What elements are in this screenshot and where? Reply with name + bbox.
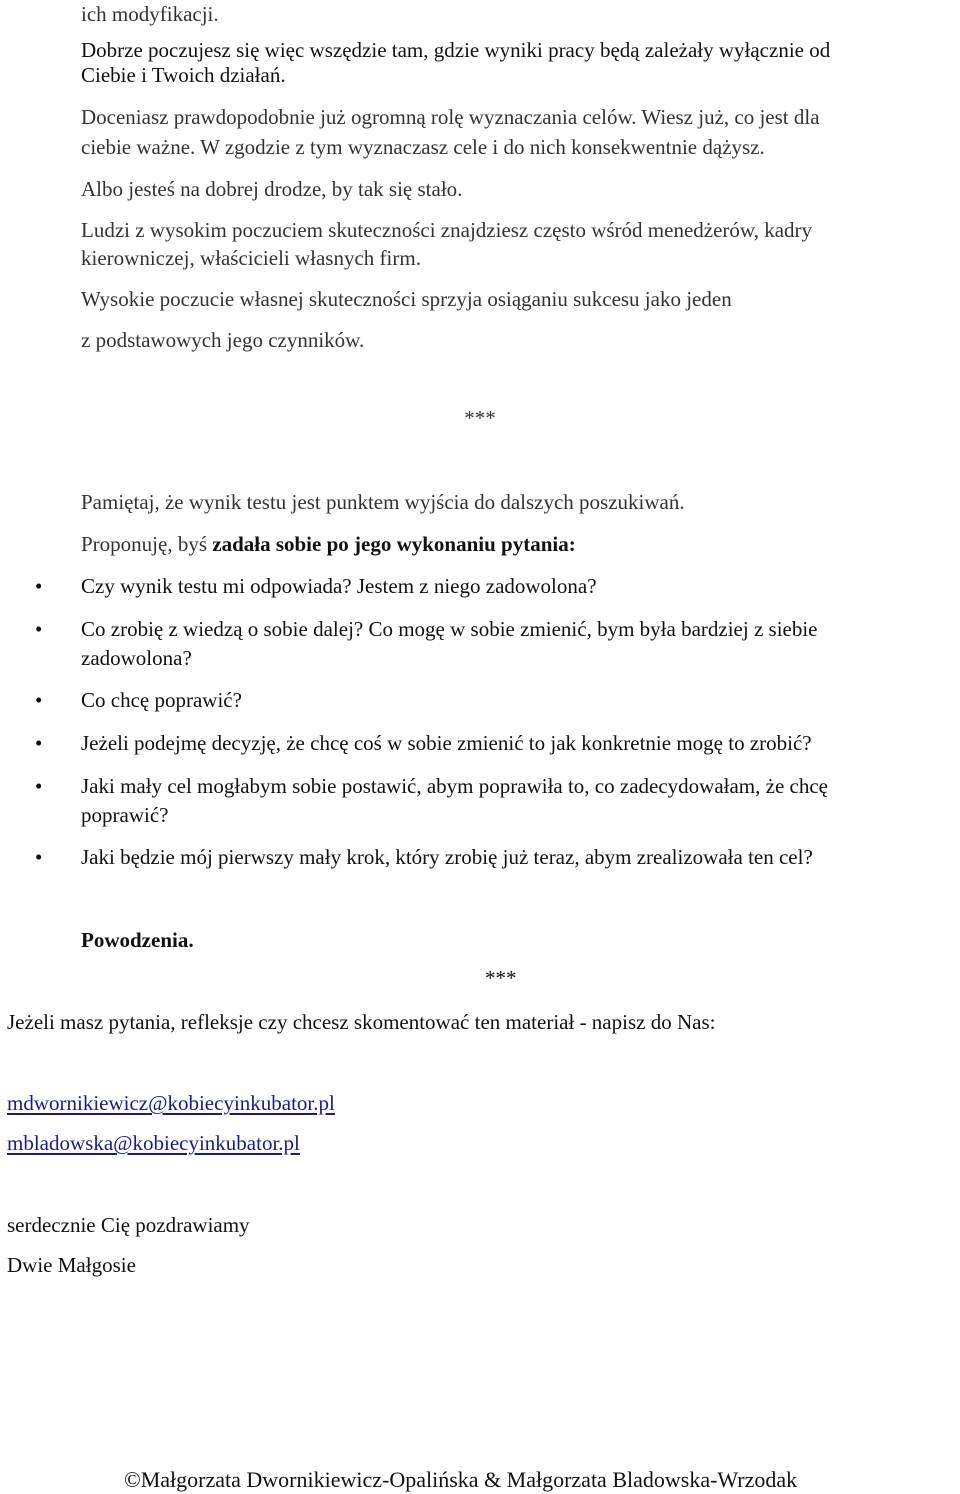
paragraph-line: Wysokie poczucie własnej skuteczności sprzyja osiąganiu sukcesu jako jeden — [81, 287, 732, 311]
list-item: Co chcę poprawić? — [81, 688, 242, 712]
paragraph-line: ich modyfikacji. — [81, 2, 219, 26]
paragraph-line: Doceniasz prawdopodobnie już ogromną rolę wyznaczania celów. Wiesz już, co jest dla — [81, 105, 820, 129]
reminder-text: Pamiętaj, że wynik testu jest punktem wyjścia do dalszych poszukiwań. — [81, 490, 685, 514]
bullet-icon: • — [35, 731, 43, 755]
email-link[interactable]: mdwornikiewicz@kobiecyinkubator.pl — [7, 1091, 335, 1115]
good-luck-text: Powodzenia. — [81, 928, 194, 952]
list-item: Czy wynik testu mi odpowiada? Jestem z niego zadowolona? — [81, 574, 597, 598]
footer-copyright: ©Małgorzata Dwornikiewicz-Opalińska & Małgorzata Bladowska-Wrzodak — [124, 1467, 798, 1492]
greeting-text: serdecznie Cię pozdrawiamy — [7, 1213, 250, 1237]
list-item-continuation: poprawić? — [81, 803, 169, 827]
bullet-icon: • — [35, 574, 43, 598]
bullet-icon: • — [35, 845, 43, 869]
bullet-icon: • — [35, 688, 43, 712]
bullet-icon: • — [35, 617, 43, 641]
paragraph-line: Ludzi z wysokim poczuciem skuteczności znajdziesz często wśród menedżerów, kadry — [81, 218, 813, 242]
paragraph-line: ciebie ważne. W zgodzie z tym wyznaczasz cele i do nich konsekwentnie dążysz. — [81, 135, 765, 159]
section-separator: *** — [464, 406, 496, 430]
proposal-text — [81, 530, 576, 559]
list-item-continuation: zadowolona? — [81, 646, 192, 670]
proposal-prefix: Proponuję, byś — [81, 532, 213, 556]
signature-text: Dwie Małgosie — [7, 1253, 136, 1277]
contact-intro: Jeżeli masz pytania, refleksje czy chcesz skomentować ten materiał - napisz do Nas: — [7, 1010, 716, 1034]
list-item: Co zrobię z wiedzą o sobie dalej? Co mogę w sobie zmienić, bym była bardziej z siebie — [81, 617, 818, 641]
proposal-bold: zadała sobie po jego wykonaniu pytania: — [212, 532, 576, 556]
list-item: Jeżeli podejmę decyzję, że chcę coś w sobie zmienić to jak konkretnie mogę to zrobić? — [81, 731, 812, 755]
bullet-icon: • — [35, 774, 43, 798]
list-item: Jaki mały cel mogłabym sobie postawić, abym poprawiła to, co zadecydowałam, że chcę — [81, 774, 828, 798]
paragraph-line: Dobrze poczujesz się więc wszędzie tam, gdzie wyniki pracy będą zależały wyłącznie od — [81, 38, 831, 62]
paragraph-line: Albo jesteś na dobrej drodze, by tak się stało. — [81, 177, 463, 201]
paragraph-line: z podstawowych jego czynników. — [81, 328, 365, 352]
paragraph-line: Ciebie i Twoich działań. — [81, 63, 286, 87]
list-item: Jaki będzie mój pierwszy mały krok, który zrobię już teraz, abym zrealizowała ten cel? — [81, 845, 813, 869]
email-link[interactable]: mbladowska@kobiecyinkubator.pl — [7, 1131, 300, 1155]
section-separator: *** — [485, 966, 517, 990]
paragraph-line: kierowniczej, właścicieli własnych firm. — [81, 246, 421, 270]
